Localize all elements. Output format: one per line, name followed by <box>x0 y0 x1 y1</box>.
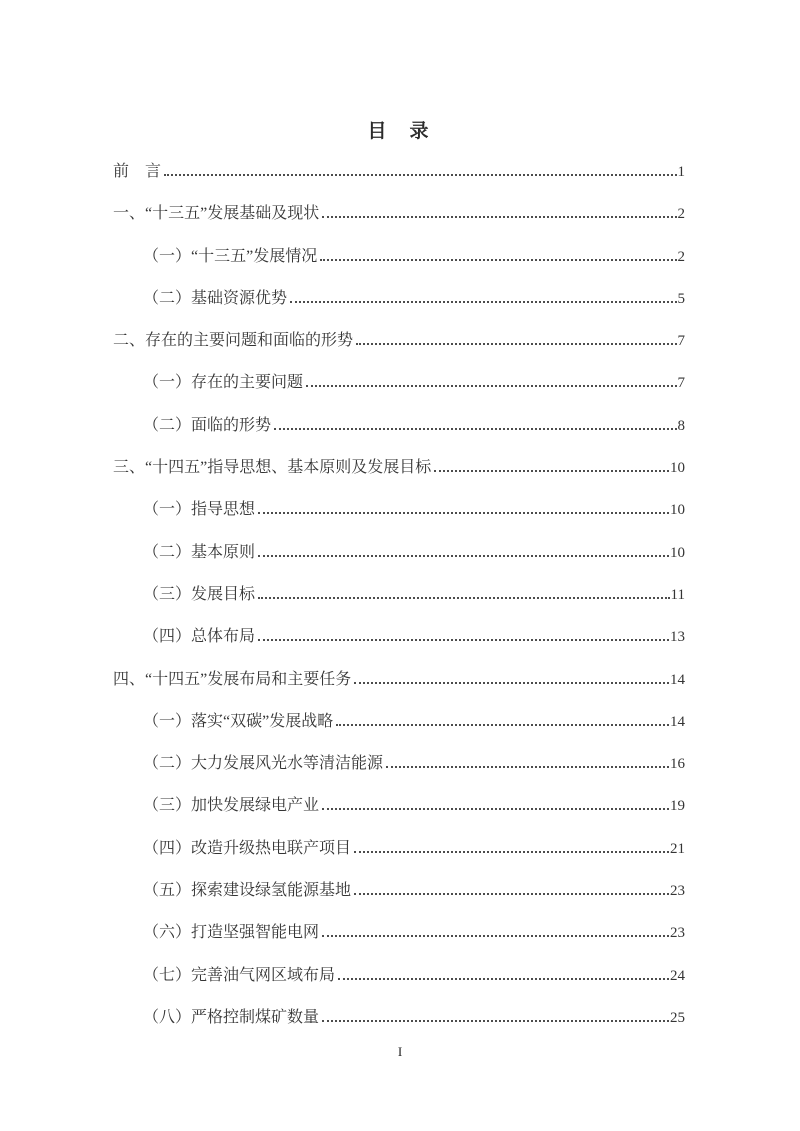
toc-entry-page: 1 <box>677 164 685 180</box>
toc-entry-label: 二、存在的主要问题和面临的形势 <box>113 332 354 350</box>
toc-entry-label: （三）发展目标 <box>143 585 256 603</box>
toc-entry-label: （一）“十三五”发展情况 <box>143 247 318 265</box>
dot-leader <box>290 298 676 303</box>
toc-entry <box>113 278 685 320</box>
toc-entry-label: （七）完善油气网区域布局 <box>143 966 336 984</box>
toc-entry <box>113 743 685 785</box>
toc-entry-label: （一）存在的主要问题 <box>143 374 304 392</box>
toc-entry-page: 2 <box>677 248 685 265</box>
toc-entry-label: （八）严格控制煤矿数量 <box>143 1008 320 1026</box>
toc-entry <box>113 532 685 574</box>
toc-entry-page: 7 <box>677 375 685 392</box>
toc-entry <box>113 912 685 954</box>
toc-entry <box>113 616 685 658</box>
toc-entry-page: 14 <box>670 671 685 688</box>
toc-entry-page: 8 <box>677 417 685 434</box>
toc-entry-label: （五）探索建设绿氢能源基地 <box>143 882 352 900</box>
toc-entry <box>113 489 685 531</box>
toc-entry-page: 14 <box>670 713 685 730</box>
toc-entry-page: 10 <box>670 502 685 519</box>
dot-leader <box>322 932 669 937</box>
toc-entry-page: 21 <box>670 840 685 857</box>
dot-leader <box>306 382 676 387</box>
dot-leader <box>354 848 669 853</box>
dot-leader <box>258 636 669 641</box>
dot-leader <box>386 763 669 768</box>
toc-entry <box>113 870 685 912</box>
toc-entry-page: 13 <box>670 629 685 646</box>
toc-entry-page: 23 <box>670 925 685 942</box>
toc-entry <box>113 828 685 870</box>
toc-entry <box>113 447 685 489</box>
toc-entry <box>113 701 685 743</box>
toc-entry-page: 25 <box>670 1009 685 1026</box>
toc-entry <box>113 405 685 447</box>
dot-leader <box>434 467 669 472</box>
toc-entry-page: 10 <box>670 460 685 477</box>
toc-entry-label: 一、“十三五”发展基础及现状 <box>113 205 320 223</box>
toc-entry <box>113 320 685 362</box>
toc-entry-page: 7 <box>677 333 685 350</box>
dot-leader <box>336 721 669 726</box>
toc-entry-page: 2 <box>677 206 685 223</box>
toc-entry <box>113 785 685 827</box>
dot-leader <box>164 171 676 176</box>
toc-entry <box>113 997 685 1039</box>
toc-entry-page: 11 <box>670 586 685 603</box>
toc-entry <box>113 236 685 278</box>
toc-entry-label: （六）打造坚强智能电网 <box>143 924 320 942</box>
toc-entry-label: （一）指导思想 <box>143 501 256 519</box>
toc-entry <box>113 193 685 235</box>
dot-leader <box>320 256 676 261</box>
toc-entry-label: （二）大力发展风光水等清洁能源 <box>143 755 384 773</box>
dot-leader <box>258 509 669 514</box>
toc-entry-page: 16 <box>670 756 685 773</box>
toc-entry-label: 四、“十四五”发展布局和主要任务 <box>113 670 352 688</box>
toc-entry-page: 10 <box>670 544 685 561</box>
toc-entry <box>113 574 685 616</box>
toc-entry-page: 5 <box>677 290 685 307</box>
toc-entry-label: （二）基本原则 <box>143 543 256 561</box>
dot-leader <box>354 890 669 895</box>
toc-entry-label: 前 言 <box>113 163 162 180</box>
dot-leader <box>274 425 676 430</box>
toc-entry <box>113 955 685 997</box>
page-title: 目 录 <box>367 121 431 142</box>
toc-entry-label: （三）加快发展绿电产业 <box>143 797 320 815</box>
toc-entry-label: （四）改造升级热电联产项目 <box>143 839 352 857</box>
toc-entry-label: （二）面临的形势 <box>143 416 272 434</box>
toc-entry-page: 23 <box>670 883 685 900</box>
toc-entry-label: （二）基础资源优势 <box>143 289 288 307</box>
dot-leader <box>258 552 669 557</box>
dot-leader <box>356 340 676 345</box>
toc-entry-page: 19 <box>670 798 685 815</box>
dot-leader <box>338 975 669 980</box>
dot-leader <box>322 1017 669 1022</box>
toc-entry-page: 24 <box>670 967 685 984</box>
dot-leader <box>322 213 676 218</box>
footer-page-number: I <box>397 1044 403 1059</box>
toc-entry-label: （一）落实“双碳”发展战略 <box>143 712 334 730</box>
toc-entry-label: （四）总体布局 <box>143 628 256 646</box>
dot-leader <box>322 805 669 810</box>
toc-entry <box>113 151 685 193</box>
toc-entry <box>113 659 685 701</box>
dot-leader <box>258 594 670 599</box>
toc-list <box>113 151 685 1039</box>
toc-entry-label: 三、“十四五”指导思想、基本原则及发展目标 <box>113 459 432 477</box>
dot-leader <box>354 679 669 684</box>
toc-entry <box>113 362 685 404</box>
